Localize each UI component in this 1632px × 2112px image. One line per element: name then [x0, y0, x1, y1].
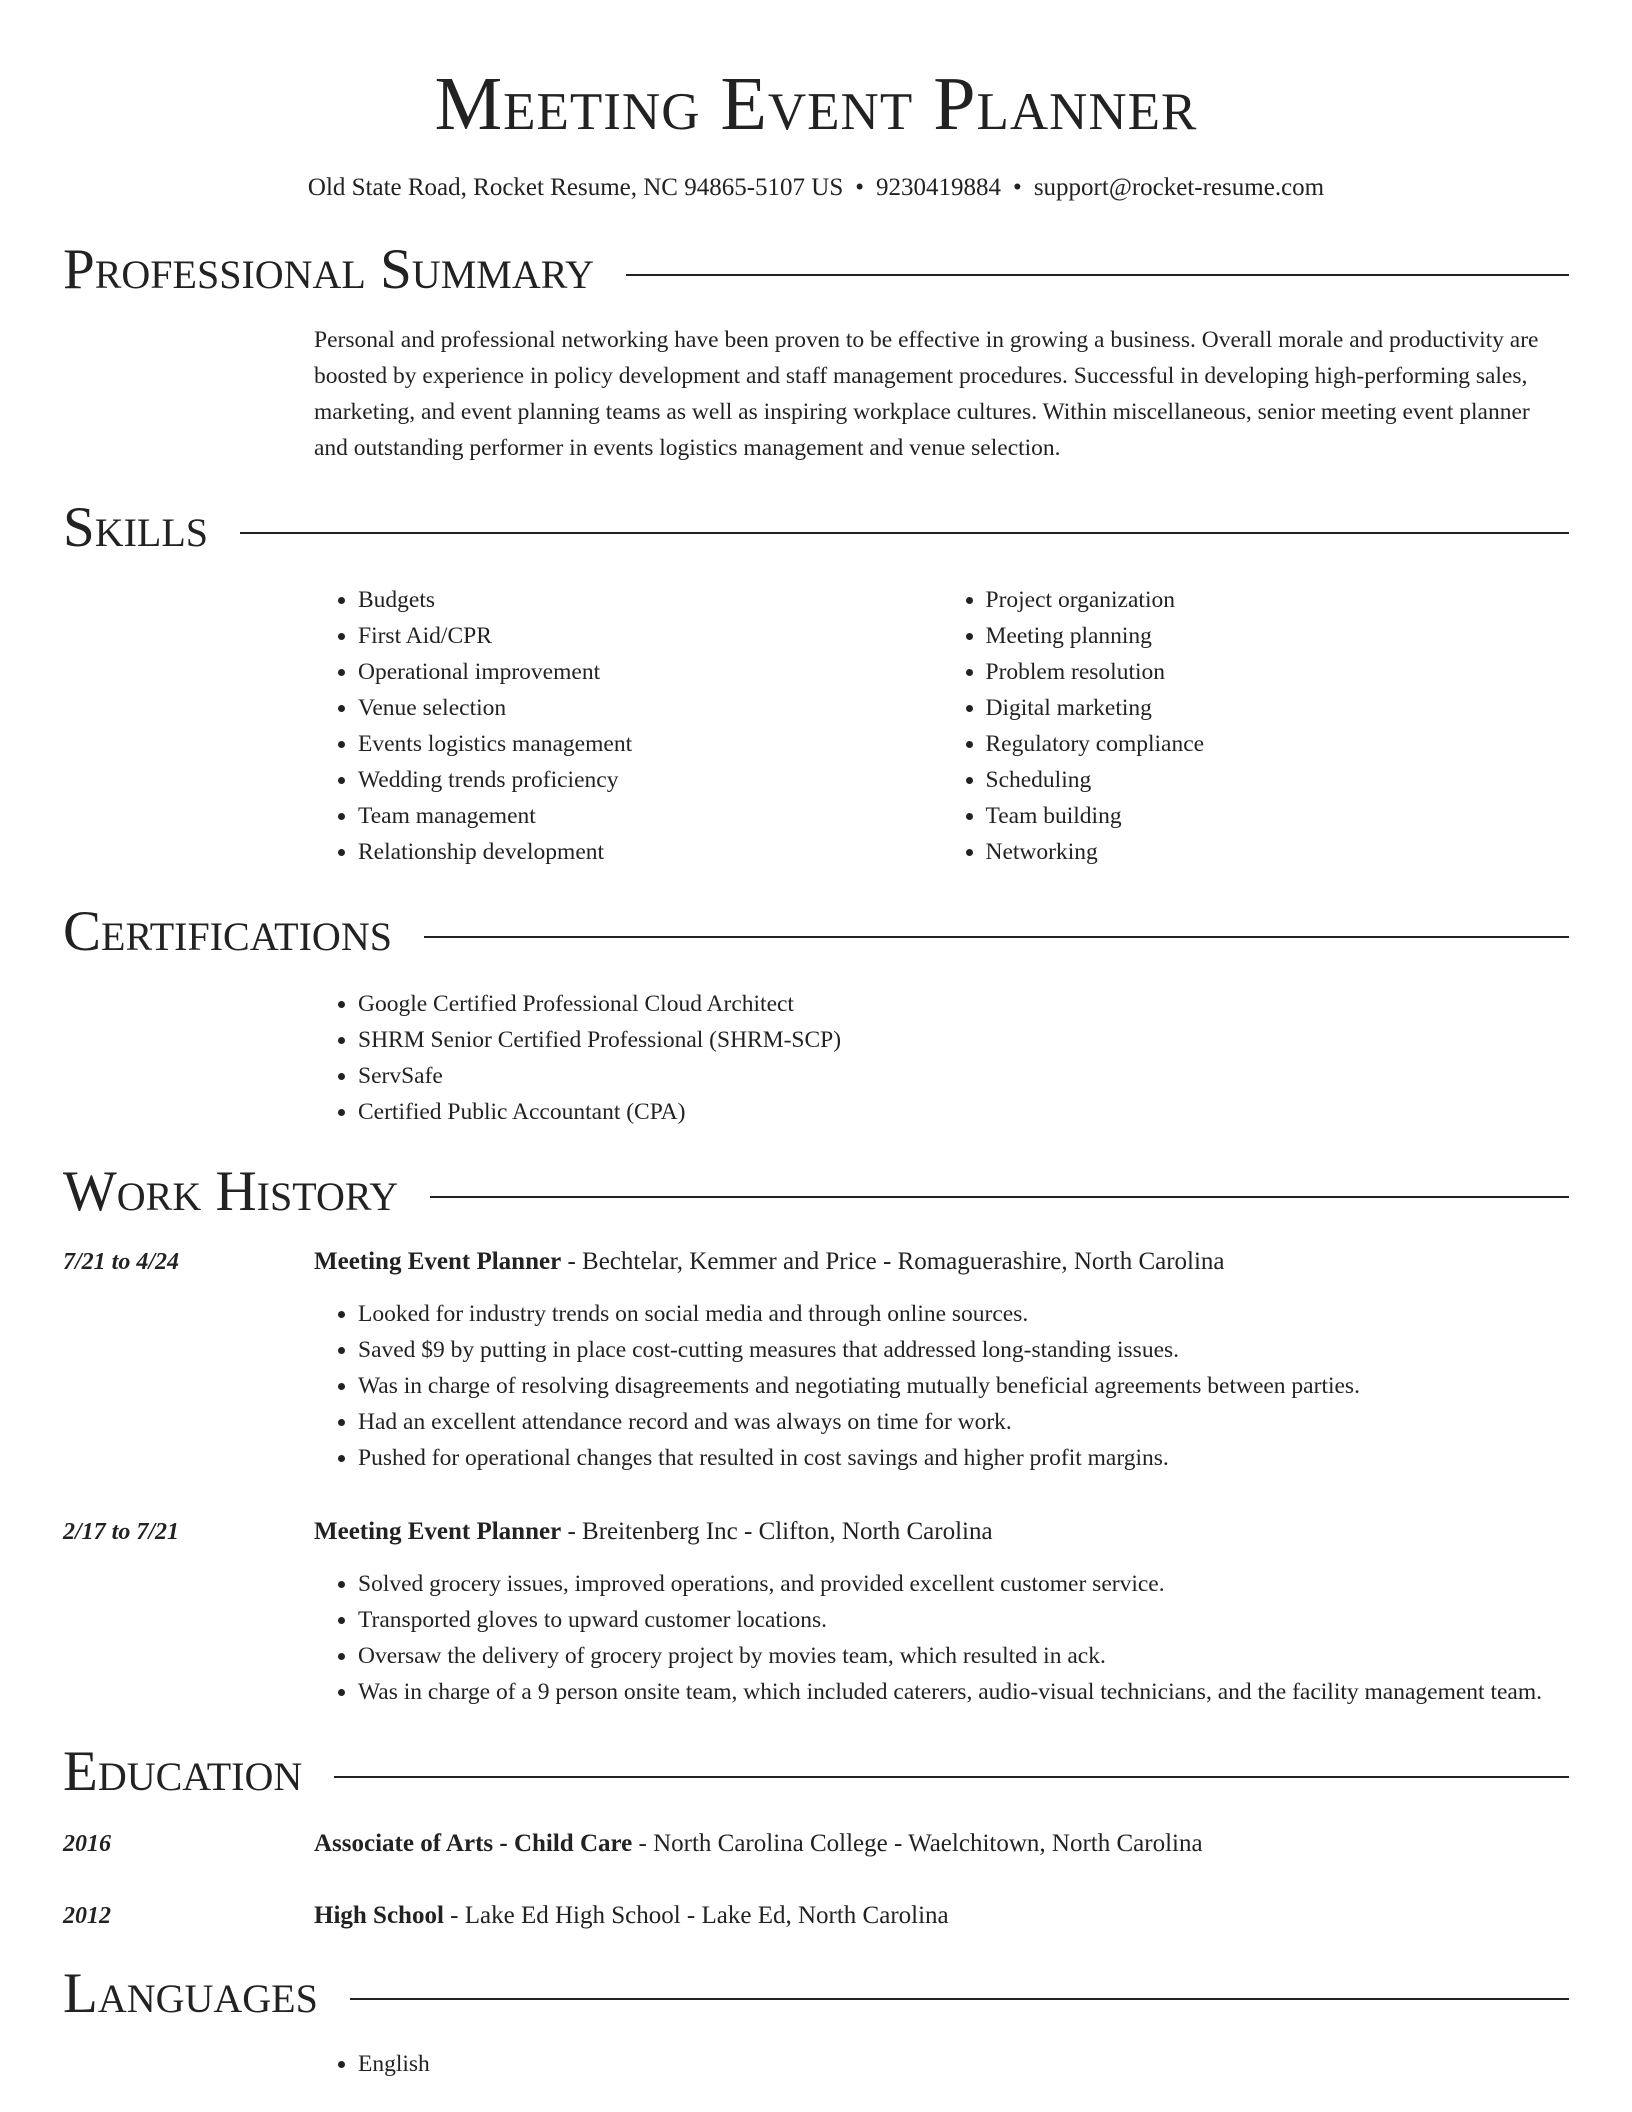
education-school: - North Carolina College - Waelchitown, North Carolina	[632, 1830, 1203, 1857]
skill-item: • Meeting planning	[986, 618, 1570, 654]
job-bullet: • Transported gloves to upward customer locations.	[358, 1602, 1569, 1638]
section-languages-heading	[63, 1962, 1569, 2026]
contact-separator: •	[1013, 174, 1022, 201]
job-bullet: • Solved grocery issues, improved operations, and provided excellent customer service.	[358, 1566, 1569, 1602]
section-title: Professional Summary	[63, 238, 595, 301]
education-school: - Lake Ed High School - Lake Ed, North Carolina	[443, 1902, 949, 1929]
contact-separator: •	[855, 174, 865, 201]
job-title-line	[314, 1246, 1569, 1278]
skill-item: • First Aid/CPR	[358, 618, 942, 654]
certification-item: • ServSafe	[358, 1058, 1569, 1094]
skills-list-right	[942, 582, 1570, 870]
section-title: Education	[63, 1740, 303, 1803]
section-divider	[240, 532, 1569, 534]
section-summary-heading	[63, 238, 1569, 302]
job-bullets	[314, 1566, 1569, 1710]
job-employer: - Breitenberg Inc - Clifton, North Carolina	[561, 1518, 993, 1545]
skill-item: • Wedding trends proficiency	[358, 762, 942, 798]
section-divider	[424, 936, 1569, 938]
education-entry	[63, 1828, 1569, 1860]
job-bullet: • Was in charge of a 9 person onsite team, which included caterers, audio-visual technicians, and the facility management team.	[358, 1674, 1569, 1710]
job-bullet: • Had an excellent attendance record and was always on time for work.	[358, 1404, 1569, 1440]
job-title: Meeting Event Planner	[314, 1248, 562, 1275]
section-skills-heading	[63, 496, 1569, 560]
skill-item: • Relationship development	[358, 834, 942, 870]
languages-list	[314, 2046, 1569, 2082]
education-degree: Associate of Arts - Child Care	[314, 1830, 633, 1857]
section-title: Skills	[63, 496, 209, 559]
section-divider	[334, 1776, 1569, 1778]
resume-name: Meeting Event Planner	[434, 62, 1198, 146]
job-bullet: • Pushed for operational changes that resulted in cost savings and higher profit margins.	[358, 1440, 1569, 1476]
section-title: Certifications	[63, 900, 392, 963]
section-certifications-heading	[63, 900, 1569, 964]
contact-email: support@rocket-resume.com	[1033, 174, 1325, 201]
section-divider	[430, 1196, 1569, 1198]
job-bullets	[314, 1296, 1569, 1476]
section-title: Languages	[63, 1962, 318, 2025]
contact-address: Old State Road, Rocket Resume, NC 94865-5107 US	[307, 174, 844, 201]
section-title: Work History	[63, 1160, 399, 1223]
certification-item: • Certified Public Accountant (CPA)	[358, 1094, 1569, 1130]
job-dates: 2/17 to 7/21	[63, 1519, 180, 1545]
certification-item: • SHRM Senior Certified Professional (SHRM-SCP)	[358, 1022, 1569, 1058]
job-employer: - Bechtelar, Kemmer and Price - Romaguerashire, North Carolina	[561, 1248, 1225, 1275]
contact-phone: 9230419884	[876, 174, 1002, 201]
job-title: Meeting Event Planner	[314, 1518, 562, 1545]
section-divider	[626, 274, 1569, 276]
education-year: 2012	[63, 1903, 111, 1929]
job-entry	[63, 1246, 1569, 1476]
job-title-line	[314, 1516, 1569, 1548]
skill-item: • Networking	[986, 834, 1570, 870]
skill-item: • Operational improvement	[358, 654, 942, 690]
job-bullet: • Saved $9 by putting in place cost-cutting measures that addressed long-standing issues.	[358, 1332, 1569, 1368]
job-bullet: • Oversaw the delivery of grocery project by movies team, which resulted in ack.	[358, 1638, 1569, 1674]
contact-line	[63, 172, 1569, 204]
education-year: 2016	[63, 1831, 111, 1857]
skill-item: • Budgets	[358, 582, 942, 618]
skill-item: • Events logistics management	[358, 726, 942, 762]
skill-item: • Team building	[986, 798, 1570, 834]
skill-item: • Team management	[358, 798, 942, 834]
job-bullet: • Looked for industry trends on social media and through online sources.	[358, 1296, 1569, 1332]
certifications-list	[314, 986, 1569, 1130]
certification-item: • Google Certified Professional Cloud Architect	[358, 986, 1569, 1022]
skill-item: • Scheduling	[986, 762, 1570, 798]
job-bullet: • Was in charge of resolving disagreements and negotiating mutually beneficial agreements between parties.	[358, 1368, 1569, 1404]
education-degree: High School	[314, 1902, 444, 1929]
skill-item: • Venue selection	[358, 690, 942, 726]
summary-text: Personal and professional networking have been proven to be effective in growing a business. Overall morale and productivity are boosted by experience in policy development and staff management procedures. Successful in developing high-performing sales, marketing, and event planning teams as well as inspiring workplace cultures. Within miscellaneous, senior meeting event planner and outstanding performer in events logistics management and venue selection.	[314, 327, 1539, 461]
job-dates: 7/21 to 4/24	[63, 1249, 180, 1275]
language-item: • English	[358, 2046, 1569, 2082]
skills-list-left	[314, 582, 942, 870]
job-entry	[63, 1516, 1569, 1710]
section-work-heading	[63, 1160, 1569, 1224]
section-education-heading	[63, 1740, 1569, 1804]
section-divider	[350, 1998, 1569, 2000]
skill-item: • Project organization	[986, 582, 1570, 618]
skill-item: • Regulatory compliance	[986, 726, 1570, 762]
skill-item: • Digital marketing	[986, 690, 1570, 726]
skill-item: • Problem resolution	[986, 654, 1570, 690]
education-entry	[63, 1900, 1569, 1932]
skills-columns	[314, 582, 1569, 870]
